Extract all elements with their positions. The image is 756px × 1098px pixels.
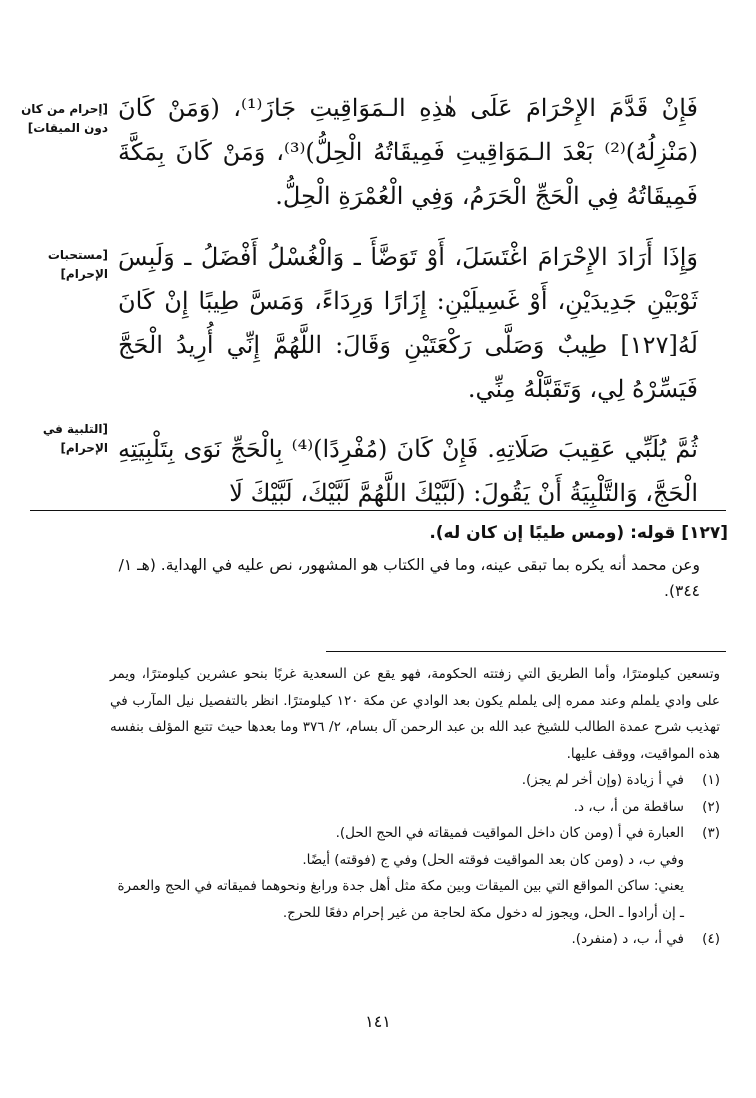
- commentary-heading: [١٢٧] قوله: (ومس طيبًا إن كان له).: [429, 523, 728, 543]
- footnote-number: (٢): [702, 798, 720, 815]
- footnote-number: (٣): [702, 825, 720, 841]
- commentary-body: وعن محمد أنه يكره بما تبقى عينه، وما في الكتاب هو المشهور، نص عليه في الهداية. (هـ ١/ ٣٤٤).: [118, 556, 700, 600]
- footnote-text: وفي ب، د (ومن كان بعد المواقيت فوقته الحل) وفي ج (فوقته) أيضًا.: [302, 851, 684, 868]
- footnote-continuation: وتسعين كيلومترًا، وأما الطريق التي زفتته الحكومة، فهو يقع عن السعدية غربًا بنحو عشرين كيلومترًا، ويمر على وادي يلملم وعند ممره إلى يلملم يكون بعد الوادي عن مكة ١٢٠ كيلومترًا. انظر بالتفصيل نيل المآرب في تهذيب شرح عمدة الطالب للشيخ عبد الله بن عبد الرحمن آل بسام، ٢/ ٣٧٦ وما بعدها حيث تتبع المؤلف بنفسه هذه المواقيت، ووقف عليها.: [110, 666, 720, 762]
- footnote-text: في أ زيادة (وإن أخر لم يجز).: [521, 772, 684, 788]
- footnote-divider: [326, 651, 726, 652]
- commentary-block: [110, 518, 728, 604]
- footnote-number: (١): [702, 772, 720, 788]
- footnote-text: في أ، ب، د (منفرد).: [571, 931, 684, 947]
- side-note-ihram-before-miqat: [إحرام من كان دون الميقات]: [21, 102, 108, 135]
- footnote-text: العبارة في أ (ومن كان داخل المواقيت فميقاته في الحج الحل).: [335, 825, 684, 841]
- footnote-number: (٤): [702, 931, 720, 947]
- footnote-item: [110, 794, 720, 821]
- footnote-item: [110, 926, 720, 953]
- main-text: [118, 86, 698, 531]
- main-paragraph-1: فَإِنْ قَدَّمَ الإِحْرَامَ عَلَى هٰذِهِ الـمَوَاقِيتِ جَازَ⁽¹⁾، (وَمَنْ كَانَ (مَنْزِلُهُ)⁽²⁾ بَعْدَ الـمَوَاقِيتِ فَمِيقَاتُهُ الْحِلُّ)⁽³⁾، وَمَنْ كَانَ بِمَكَّةَ فَمِيقَاتُهُ فِي الْحَجِّ الْحَرَمُ، وَفِي الْعُمْرَةِ الْحِلُّ.: [118, 94, 699, 210]
- footnote-text: يعني: ساكن المواقع التي بين الميقات وبين مكة مثل أهل جدة ورابغ ونحوهما فميقاته في الحج والعمرة ـ إن أرادوا ـ الحل، ويجوز له دخول مكة لحاجة من غير إحرام دفعًا للحرج.: [117, 878, 684, 921]
- footnote-item: [110, 820, 720, 926]
- main-divider: [30, 510, 726, 511]
- footnote-item: [110, 767, 720, 794]
- side-note-talbiyah: [التلبية في الإحرام]: [42, 422, 108, 455]
- main-paragraph-2: وَإِذَا أَرَادَ الإِحْرَامَ اغْتَسَلَ، أَوْ تَوَضَّأَ ـ وَالْغُسْلُ أَفْضَلُ ـ وَلَبِسَ ثَوْبَيْنِ جَدِيدَيْنِ، أَوْ غَسِيلَيْنِ: إِزَارًا وَرِدَاءً، وَمَسَّ طِيبًا إِنْ كَانَ لَهُ[١٢٧] طِيبٌ وَصَلَّى رَكْعَتَيْنِ وَقَالَ: اللَّهُمَّ إِنِّي أُرِيدُ الْحَجَّ فَيَسِّرْهُ لِي، وَتَقَبَّلْهُ مِنِّي.: [118, 243, 699, 403]
- page-number: ١٤١: [365, 1012, 391, 1031]
- main-paragraph-3: ثُمَّ يُلَبِّي عَقِيبَ صَلَاتِهِ. فَإِنْ كَانَ (مُفْرِدًا)⁽⁴⁾ بِالْحَجِّ نَوَى بِتَلْبِيَتِهِ الْحَجَّ، وَالتَّلْبِيَةُ أَنْ يَقُولَ: (لَبَّيْكَ اللَّهُمَّ لَبَّيْكَ، لَبَّيْكَ لَا: [118, 435, 698, 507]
- side-note-ihram-recommendations: [مستحبات الإحرام]: [47, 248, 108, 281]
- footnotes-block: [110, 661, 720, 953]
- footnote-text: ساقطة من أ، ب، د.: [573, 798, 684, 815]
